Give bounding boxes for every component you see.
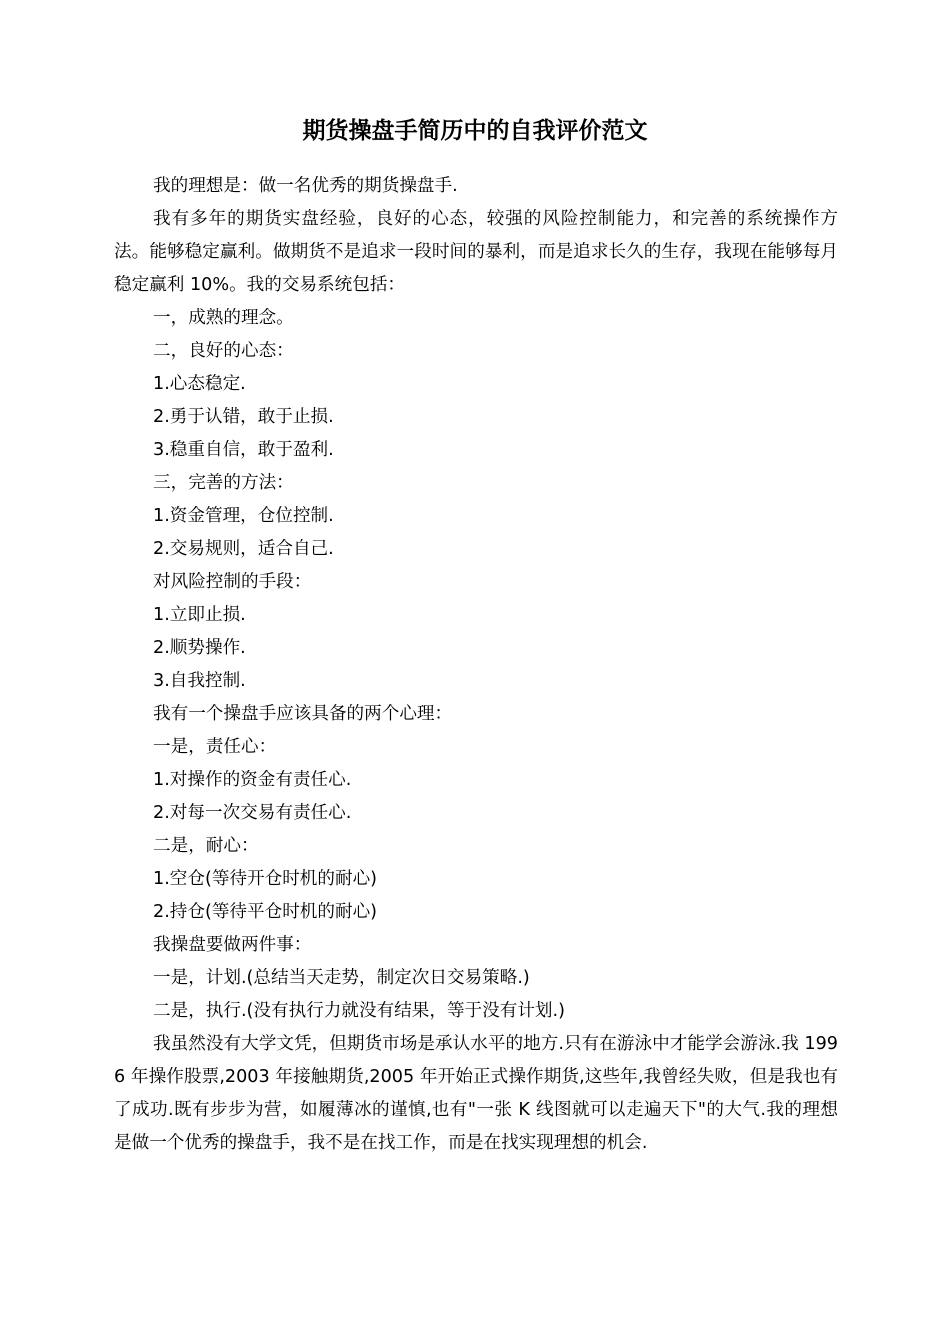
document-title: 期货操盘手简历中的自我评价范文 [302, 118, 648, 144]
document-body [114, 170, 838, 1160]
paragraph: 一是，责任心： [153, 737, 277, 757]
paragraph: 一，成熟的理念。 [153, 308, 294, 328]
paragraph: 二，良好的心态： [153, 341, 294, 361]
paragraph: 二是，执行.(没有执行力就没有结果，等于没有计划.) [153, 1001, 565, 1021]
paragraph: 2.顺势操作. [153, 638, 246, 658]
paragraph: 1.对操作的资金有责任心. [153, 770, 352, 790]
paragraph: 1.空仓(等待开仓时机的耐心) [153, 869, 378, 889]
paragraph: 2.对每一次交易有责任心. [153, 803, 352, 823]
paragraph: 1.资金管理，仓位控制. [153, 506, 334, 526]
paragraph: 2.持仓(等待平仓时机的耐心) [153, 902, 378, 922]
paragraph: 我的理想是：做一名优秀的期货操盘手. [153, 176, 458, 196]
paragraph: 2.交易规则，适合自己. [153, 539, 334, 559]
paragraph: 二是，耐心： [153, 836, 259, 856]
paragraph: 三，完善的方法： [153, 473, 294, 493]
paragraph: 对风险控制的手段： [153, 572, 312, 592]
paragraph: 我有一个操盘手应该具备的两个心理： [153, 704, 453, 724]
paragraph: 我虽然没有大学文凭，但期货市场是承认水平的地方.只有在游泳中才能学会游泳.我 1996 年操作股票,2003 年接触期货,2005 年开始正式操作期货,这些年,我曾经失败，但是我也有了成功.既有步步为营，如履薄冰的谨慎,也有"一张 K 线图就可以走遍天下"的大气.我的理想是做一个优秀的操盘手，我不是在找工作，而是在找实现理想的机会. [114, 1034, 838, 1153]
paragraph: 3.稳重自信，敢于盈利. [153, 440, 334, 460]
paragraph: 1.心态稳定. [153, 374, 246, 394]
paragraph: 一是，计划.(总结当天走势，制定次日交易策略.) [153, 968, 530, 988]
paragraph: 1.立即止损. [153, 605, 246, 625]
paragraph: 2.勇于认错，敢于止损. [153, 407, 334, 427]
paragraph: 3.自我控制. [153, 671, 246, 691]
paragraph: 我操盘要做两件事： [153, 935, 312, 955]
paragraph: 我有多年的期货实盘经验，良好的心态，较强的风险控制能力，和完善的系统操作方法。能够稳定赢利。做期货不是追求一段时间的暴利，而是追求长久的生存，我现在能够每月稳定赢利 10%。我的交易系统包括： [114, 209, 838, 295]
